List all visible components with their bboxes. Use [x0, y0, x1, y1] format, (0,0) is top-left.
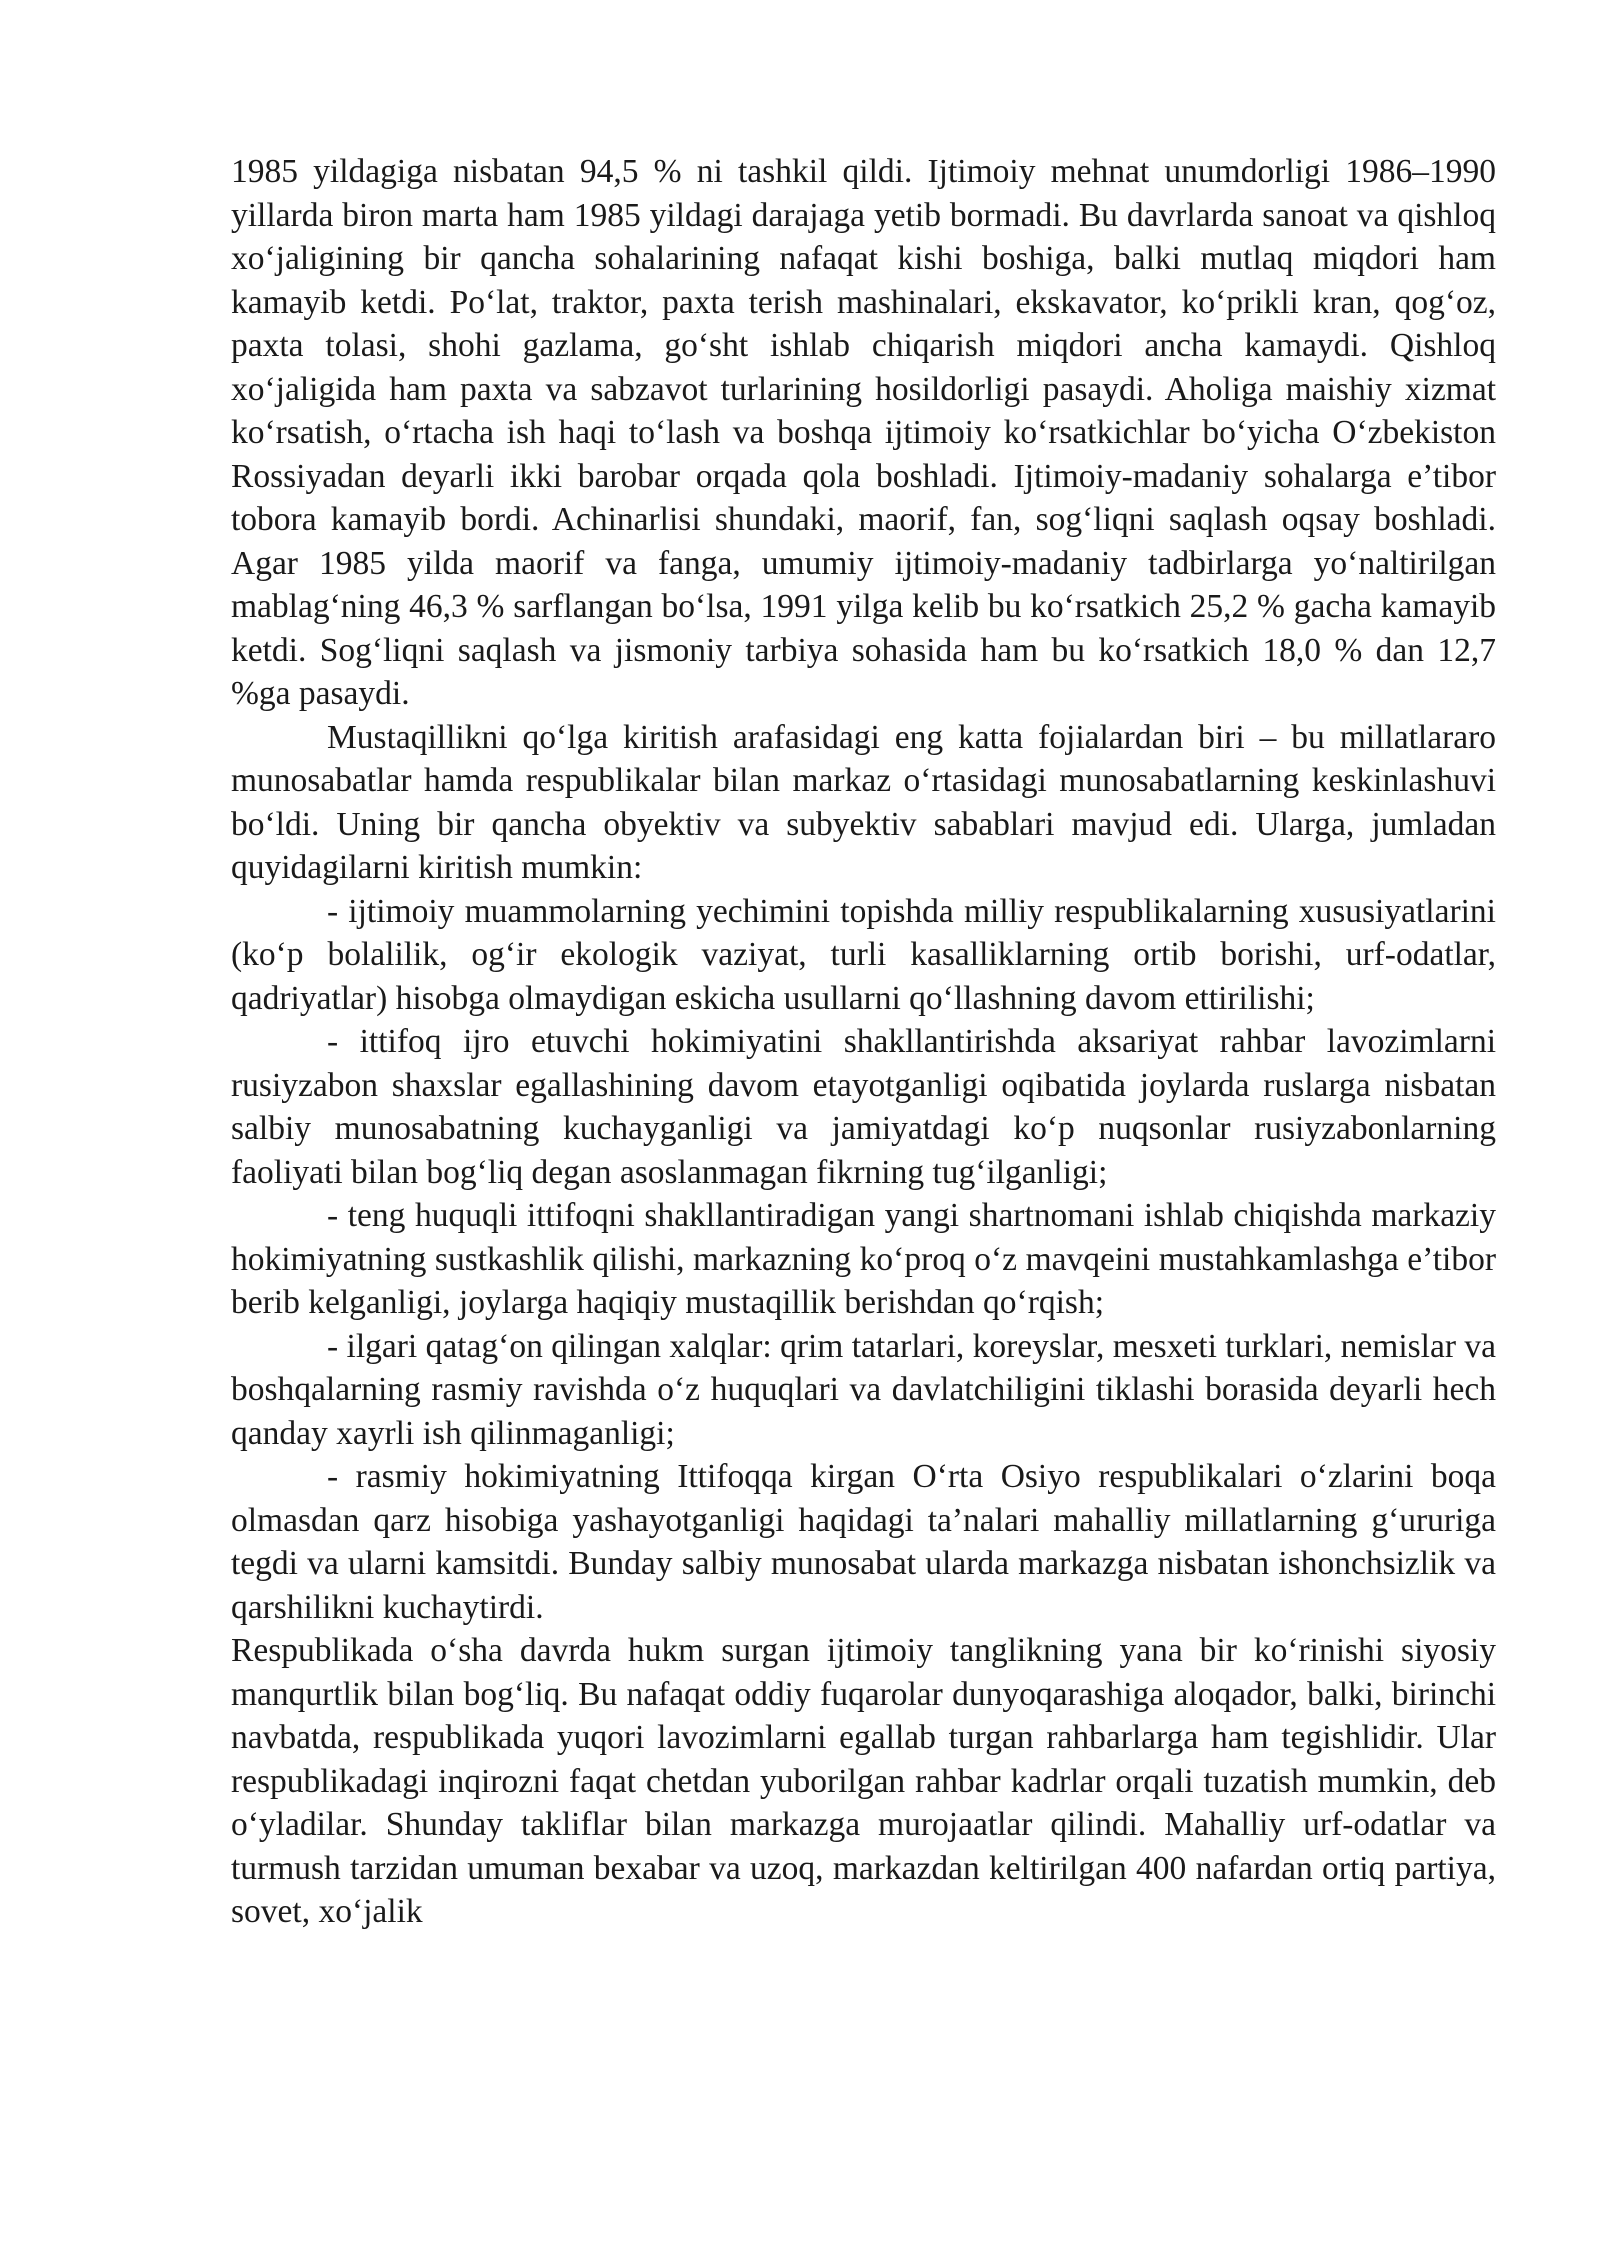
paragraph-economic-decline: 1985 yildagiga nisbatan 94,5 % ni tashkil qildi. Ijtimoiy mehnat unumdorligi 1986–1990 yillarda biron marta ham 1985 yildagi darajaga yetib bormadi. Bu davrlarda sanoat va qishloq xoʻjaligining bir qancha sohalarining nafaqat kishi boshiga, balki mutlaq miqdori ham kamayib ketdi. Poʻlat, traktor, paxta terish mashinalari, ekskavator, koʻprikli kran, qogʻoz, paxta tolasi, shohi gazlama, goʻsht ishlab chiqarish miqdori ancha kamaydi. Qishloq xoʻjaligida ham paxta va sabzavot turlarining hosildorligi pasaydi. Aholiga maishiy xizmat koʻrsatish, oʻrtacha ish haqi toʻlash va boshqa ijtimoiy koʻrsatkichlar boʻyicha Oʻzbekiston Rossiyadan deyarli ikki barobar orqada qola boshladi. Ijtimoiy-madaniy sohalarga e’tibor tobora kamayib bordi. Achinarlisi shundaki, maorif, fan, sogʻliqni saqlash oqsay boshladi. Agar 1985 yilda maorif va fanga, umumiy ijtimoiy-madaniy tadbirlarga yoʻnaltirilgan mablagʻning 46,3 % sarflangan boʻlsa, 1991 yilga kelib bu koʻrsatkich 25,2 % gacha kamayib ketdi. Sogʻliqni saqlash va jismoniy tarbiya sohasida ham bu koʻrsatkich 18,0 % dan 12,7 %ga pasaydi.	[231, 153, 1496, 712]
list-item-executive-power: - ittifoq ijro etuvchi hokimiyatini shakllantirishda aksariyat rahbar lavozimlarni rusiyzabon shaxslar egallashining davom etayotganligi oqibatida joylarda ruslarga nisbatan salbiy munosabatning kuchayganligi va jamiyatdagi koʻp nuqsonlar rusiyzabonlarning faoliyati bilan bogʻliq degan asoslanmagan fikrning tugʻilganligi;	[231, 1023, 1496, 1191]
paragraph-political-mankurtism: Respublikada oʻsha davrda hukm surgan ijtimoiy tanglikning yana bir koʻrinishi siyosiy manqurtlik bilan bogʻliq. Bu nafaqat oddiy fuqarolar dunyoqarashiga aloqador, balki, birinchi navbatda, respublikada yuqori lavozimlarni egallab turgan rahbarlarga ham tegishlidir. Ular respublikadagi inqirozni faqat chetdan yuborilgan rahbar kadrlar orqali tuzatish mumkin, deb oʻyladilar. Shunday takliflar bilan markazga murojaatlar qilindi. Mahalliy urf-odatlar va turmush tarzidan umuman bexabar va uzoq, markazdan keltirilgan 400 nafardan ortiq partiya, sovet, xoʻjalik	[231, 1632, 1496, 1930]
list-item-official-reproaches: - rasmiy hokimiyatning Ittifoqqa kirgan Oʻrta Osiyo respublikalari oʻzlarini boqa olmasdan qarz hisobiga yashayotganligi haqidagi ta’nalari mahalliy millatlarning gʻururiga tegdi va ularni kamsitdi. Bunday salbiy munosabat ularda markazga nisbatan ishonchsizlik va qarshilikni kuchaytirdi.	[231, 1458, 1496, 1626]
paragraph-interethnic-relations: Mustaqillikni qoʻlga kiritish arafasidagi eng katta fojialardan biri – bu millatlararo munosabatlar hamda respublikalar bilan markaz oʻrtasidagi munosabatlarning keskinlashuvi boʻldi. Uning bir qancha obyektiv va subyektiv sabablari mavjud edi. Ularga, jumladan quyidagilarni kiritish mumkin:	[231, 718, 1496, 886]
list-item-repressed-peoples: - ilgari qatagʻon qilingan xalqlar: qrim tatarlari, koreyslar, mesxeti turklari, nemislar va boshqalarning rasmiy ravishda oʻz huquqlari va davlatchiligini tiklashi borasida deyarli hech qanday xayrli ish qilinmaganligi;	[231, 1327, 1496, 1452]
list-item-social-problems: - ijtimoiy muammolarning yechimini topishda milliy respublikalarning xususiyatlarini (koʻp bolalilik, ogʻir ekologik vaziyat, turli kasalliklarning ortib borishi, urf-odatlar, qadriyatlar) hisobga olmaydigan eskicha usullarni qoʻllashning davom ettirilishi;	[231, 892, 1496, 1017]
document-body	[231, 150, 1496, 1934]
list-item-union-treaty: - teng huquqli ittifoqni shakllantiradigan yangi shartnomani ishlab chiqishda markaziy hokimiyatning sustkashlik qilishi, markazning koʻproq oʻz mavqeini mustahkamlashga e’tibor berib kelganligi, joylarga haqiqiy mustaqillik berishdan qoʻrqish;	[231, 1197, 1496, 1321]
